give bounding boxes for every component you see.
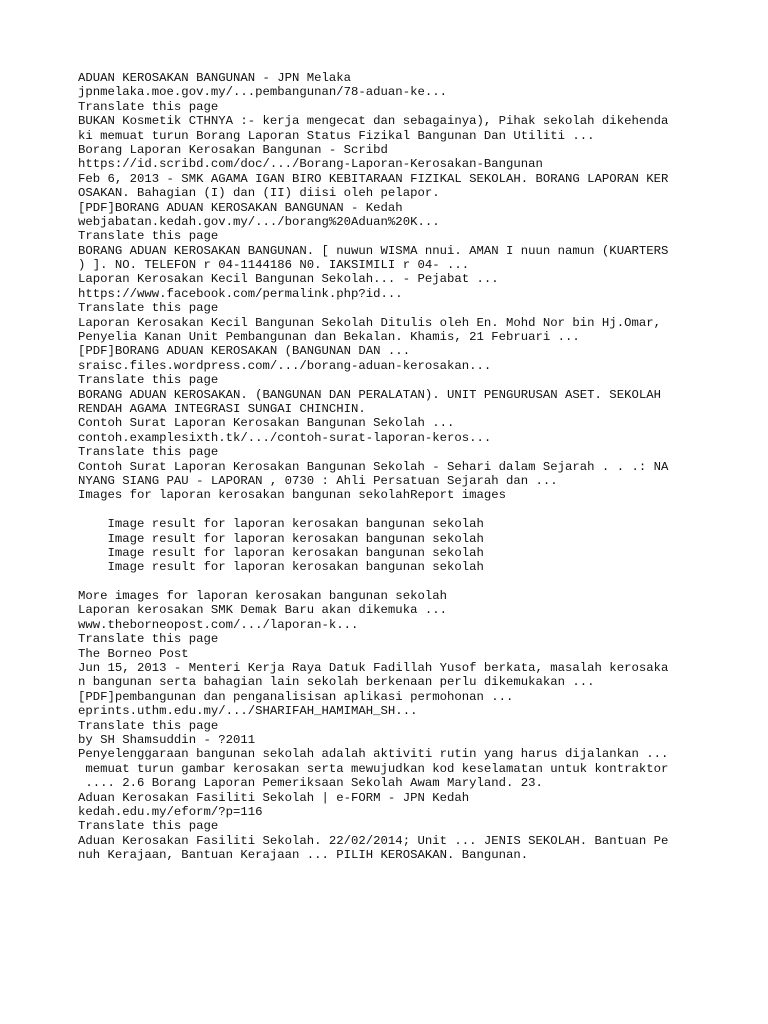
image-results-block bbox=[78, 517, 698, 575]
text-line: by SH Shamsuddin - ?2011 bbox=[78, 732, 256, 747]
image-result-line: Image result for laporan kerosakan bangunan sekolah bbox=[78, 560, 484, 575]
text-line: contoh.examplesixth.tk/.../contoh-surat-laporan-keros... bbox=[78, 430, 492, 445]
text-line: kedah.edu.my/eform/?p=116 bbox=[78, 804, 263, 819]
text-line: [PDF]pembangunan dan penganalisisan aplikasi permohonan ... bbox=[78, 689, 514, 704]
search-results-block-2 bbox=[78, 589, 698, 862]
text-line: Contoh Surat Laporan Kerosakan Bangunan Sekolah - Sehari dalam Sejarah . . .: NA bbox=[78, 459, 669, 474]
text-line: Borang Laporan Kerosakan Bangunan - Scribd bbox=[78, 142, 388, 157]
text-line: memuat turun gambar kerosakan serta mewujudkan kod keselamatan untuk kontraktor bbox=[78, 761, 669, 776]
text-line: Laporan Kerosakan Kecil Bangunan Sekolah Ditulis oleh En. Mohd Nor bin Hj.Omar, bbox=[78, 315, 661, 330]
text-line: https://id.scribd.com/doc/.../Borang-Laporan-Kerosakan-Bangunan bbox=[78, 157, 543, 172]
text-line: ADUAN KEROSAKAN BANGUNAN - JPN Melaka bbox=[78, 71, 352, 85]
blank-line bbox=[78, 575, 698, 589]
text-line: Translate this page bbox=[78, 718, 219, 733]
text-line: ki memuat turun Borang Laporan Status Fizikal Bangunan Dan Utiliti ... bbox=[78, 128, 595, 143]
text-line: [PDF]BORANG ADUAN KEROSAKAN BANGUNAN - Kedah bbox=[78, 200, 403, 215]
text-line: BUKAN Kosmetik CTHNYA :- kerja mengecat dan sebagainya), Pihak sekolah dikehenda bbox=[78, 114, 669, 129]
image-result-line: Image result for laporan kerosakan bangunan sekolah bbox=[78, 517, 484, 532]
search-results-block-1 bbox=[78, 71, 698, 503]
text-line: Contoh Surat Laporan Kerosakan Bangunan Sekolah ... bbox=[78, 416, 455, 431]
text-line: Laporan kerosakan SMK Demak Baru akan dikemuka ... bbox=[78, 603, 447, 618]
text-line: The Borneo Post bbox=[78, 646, 189, 661]
text-line: Aduan Kerosakan Fasiliti Sekolah. 22/02/2014; Unit ... JENIS SEKOLAH. Bantuan Pe bbox=[78, 833, 669, 848]
text-line: More images for laporan kerosakan bangunan sekolah bbox=[78, 589, 447, 604]
text-line: Penyelenggaraan bangunan sekolah adalah aktiviti rutin yang harus dijalankan ... bbox=[78, 747, 669, 762]
text-line: RENDAH AGAMA INTEGRASI SUNGAI CHINCHIN. bbox=[78, 401, 366, 416]
text-line: Translate this page bbox=[78, 632, 219, 647]
text-line: https://www.facebook.com/permalink.php?id... bbox=[78, 286, 403, 301]
image-result-line: Image result for laporan kerosakan bangunan sekolah bbox=[78, 545, 484, 560]
text-line: Translate this page bbox=[78, 819, 219, 834]
text-line: Jun 15, 2013 - Menteri Kerja Raya Datuk Fadillah Yusof berkata, masalah kerosaka bbox=[78, 661, 669, 676]
text-line: www.theborneopost.com/.../laporan-k... bbox=[78, 617, 359, 632]
text-line: BORANG ADUAN KEROSAKAN. (BANGUNAN DAN PERALATAN). UNIT PENGURUSAN ASET. SEKOLAH bbox=[78, 387, 661, 402]
text-line: Translate this page bbox=[78, 301, 219, 316]
text-line: eprints.uthm.edu.my/.../SHARIFAH_HAMIMAH_SH... bbox=[78, 704, 418, 719]
text-line: sraisc.files.wordpress.com/.../borang-aduan-kerosakan... bbox=[78, 358, 492, 373]
text-line: NYANG SIANG PAU - LAPORAN , 0730 : Ahli Persatuan Sejarah dan ... bbox=[78, 473, 558, 488]
image-result-line: Image result for laporan kerosakan bangunan sekolah bbox=[78, 531, 484, 546]
text-line: Images for laporan kerosakan bangunan sekolahReport images bbox=[78, 488, 507, 503]
text-line: .... 2.6 Borang Laporan Pemeriksaan Sekolah Awam Maryland. 23. bbox=[78, 776, 543, 791]
text-line: Penyelia Kanan Unit Pembangunan dan Bekalan. Khamis, 21 Februari ... bbox=[78, 330, 580, 345]
text-line: BORANG ADUAN KEROSAKAN BANGUNAN. [ nuwun WISMA nnui. AMAN I nuun namun (KUARTERS bbox=[78, 243, 669, 258]
text-line: [PDF]BORANG ADUAN KEROSAKAN (BANGUNAN DAN ... bbox=[78, 344, 411, 359]
text-line: OSAKAN. Bahagian (I) dan (II) diisi oleh pelapor. bbox=[78, 186, 440, 201]
text-line: Translate this page bbox=[78, 445, 219, 460]
text-line: Translate this page bbox=[78, 373, 219, 388]
document-body bbox=[78, 71, 698, 862]
text-line: nuh Kerajaan, Bantuan Kerajaan ... PILIH KEROSAKAN. Bangunan. bbox=[78, 848, 529, 863]
text-line: jpnmelaka.moe.gov.my/...pembangunan/78-aduan-ke... bbox=[78, 85, 447, 100]
text-line: Feb 6, 2013 - SMK AGAMA IGAN BIRO KEBITARAAN FIZIKAL SEKOLAH. BORANG LAPORAN KER bbox=[78, 171, 669, 186]
text-line: webjabatan.kedah.gov.my/.../borang%20Aduan%20K... bbox=[78, 214, 440, 229]
text-line: Laporan Kerosakan Kecil Bangunan Sekolah... - Pejabat ... bbox=[78, 272, 499, 287]
text-line: n bangunan serta bahagian lain sekolah berkenaan perlu dikemukakan ... bbox=[78, 675, 595, 690]
text-line: ) ]. NO. TELEFON r 04-1144186 N0. IAKSIMILI r 04- ... bbox=[78, 258, 470, 273]
text-line: Translate this page bbox=[78, 229, 219, 244]
text-line: Translate this page bbox=[78, 99, 219, 114]
text-line: Aduan Kerosakan Fasiliti Sekolah | e-FORM - JPN Kedah bbox=[78, 790, 470, 805]
blank-line bbox=[78, 503, 698, 517]
